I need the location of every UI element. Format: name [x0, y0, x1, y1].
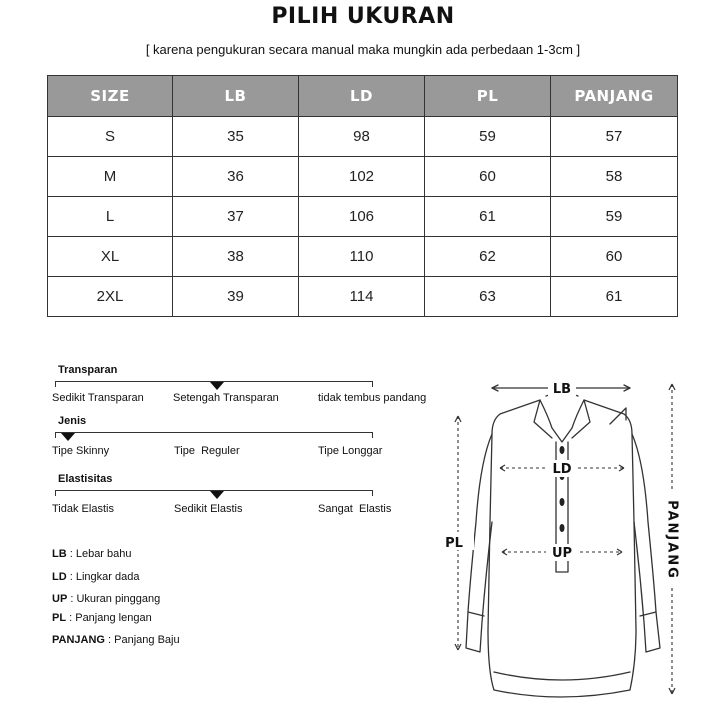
lb-label: LB: [552, 382, 572, 397]
button-icon: [560, 498, 565, 506]
header-size: SIZE: [48, 76, 173, 117]
cell-lb: 35: [173, 117, 299, 157]
cell-lb: 36: [173, 157, 299, 197]
legend-item: [52, 571, 139, 583]
legend-item: [52, 593, 160, 605]
cell-ld: 98: [299, 117, 425, 157]
selected-marker-icon: [210, 382, 224, 390]
cell-lb: 38: [173, 237, 299, 277]
legend-abbr: UP: [52, 593, 68, 605]
scale-tick: [55, 432, 56, 438]
cell-pl: 62: [425, 237, 551, 277]
pl-label: PL: [445, 536, 463, 551]
scale-label: Jenis: [58, 415, 87, 427]
cell-panjang: 61: [551, 277, 678, 317]
table-row: [48, 277, 678, 317]
scale-option: Sangat Elastis: [318, 503, 392, 515]
scale-tick: [55, 490, 56, 496]
legend-desc: : Panjang lengan: [66, 612, 152, 624]
cell-ld: 102: [299, 157, 425, 197]
header-lb: LB: [173, 76, 299, 117]
scale-tick: [372, 432, 373, 438]
cell-ld: 106: [299, 197, 425, 237]
button-icon: [560, 446, 565, 454]
cell-lb: 39: [173, 277, 299, 317]
shirt-drawing: [430, 372, 720, 722]
scale-option: Tidak Elastis: [52, 503, 114, 515]
cell-pl: 59: [425, 117, 551, 157]
scale-option: Tipe Longgar: [318, 445, 383, 457]
cell-lb: 37: [173, 197, 299, 237]
scale-line: [55, 432, 373, 433]
scale-label: Elastisitas: [58, 473, 113, 485]
scale-tick: [372, 381, 373, 387]
selected-marker-icon: [210, 491, 224, 499]
cell-pl: 63: [425, 277, 551, 317]
scale-option: tidak tembus pandang: [318, 392, 427, 404]
legend-item: [52, 612, 152, 624]
legend-abbr: LD: [52, 571, 67, 583]
scale-option: Tipe Skinny: [52, 445, 110, 457]
cell-panjang: 59: [551, 197, 678, 237]
cell-panjang: 58: [551, 157, 678, 197]
cell-panjang: 60: [551, 237, 678, 277]
legend-abbr: PANJANG: [52, 634, 105, 646]
legend-abbr: PL: [52, 612, 67, 624]
cell-ld: 110: [299, 237, 425, 277]
scale-tick: [372, 490, 373, 496]
scale-label: Transparan: [58, 364, 118, 376]
scale-option: Setengah Transparan: [173, 392, 279, 404]
legend-desc: : Lebar bahu: [66, 548, 132, 560]
legend-desc: : Ukuran pinggang: [67, 593, 161, 605]
cell-pl: 60: [425, 157, 551, 197]
header-pl: PL: [425, 76, 551, 117]
panjang-label: PANJANG: [664, 500, 680, 580]
cell-pl: 61: [425, 197, 551, 237]
legend-desc: : Panjang Baju: [104, 634, 180, 646]
selected-marker-icon: [61, 433, 75, 441]
legend-abbr: LB: [52, 548, 67, 560]
button-icon: [560, 524, 565, 532]
table-row: [48, 197, 678, 237]
up-label: UP: [551, 546, 573, 561]
ld-label: LD: [552, 462, 572, 477]
legend-item: [52, 634, 180, 646]
scale-option: Sedikit Transparan: [52, 392, 144, 404]
legend-desc: : Lingkar dada: [66, 571, 140, 583]
cell-ld: 114: [299, 277, 425, 317]
scale-option: Tipe Reguler: [174, 445, 240, 457]
cell-panjang: 57: [551, 117, 678, 157]
table-row: [48, 157, 678, 197]
size-table: [47, 75, 678, 317]
table-header-row: [48, 76, 678, 117]
table-row: [48, 117, 678, 157]
scale-option: Sedikit Elastis: [174, 503, 243, 515]
cell-size: 2XL: [48, 277, 173, 317]
shirt-measurement-diagram: [430, 372, 720, 722]
header-ld: LD: [299, 76, 425, 117]
cell-size: XL: [48, 237, 173, 277]
cell-size: L: [48, 197, 173, 237]
collar: [534, 393, 590, 442]
scale-tick: [55, 381, 56, 387]
header-panjang: PANJANG: [551, 76, 678, 117]
measurement-note: [ karena pengukuran secara manual maka mungkin ada perbedaan 1-3cm ]: [145, 42, 581, 57]
legend-item: [52, 548, 132, 560]
cell-size: M: [48, 157, 173, 197]
page-title: PILIH UKURAN: [271, 4, 455, 29]
cell-size: S: [48, 117, 173, 157]
table-row: [48, 237, 678, 277]
